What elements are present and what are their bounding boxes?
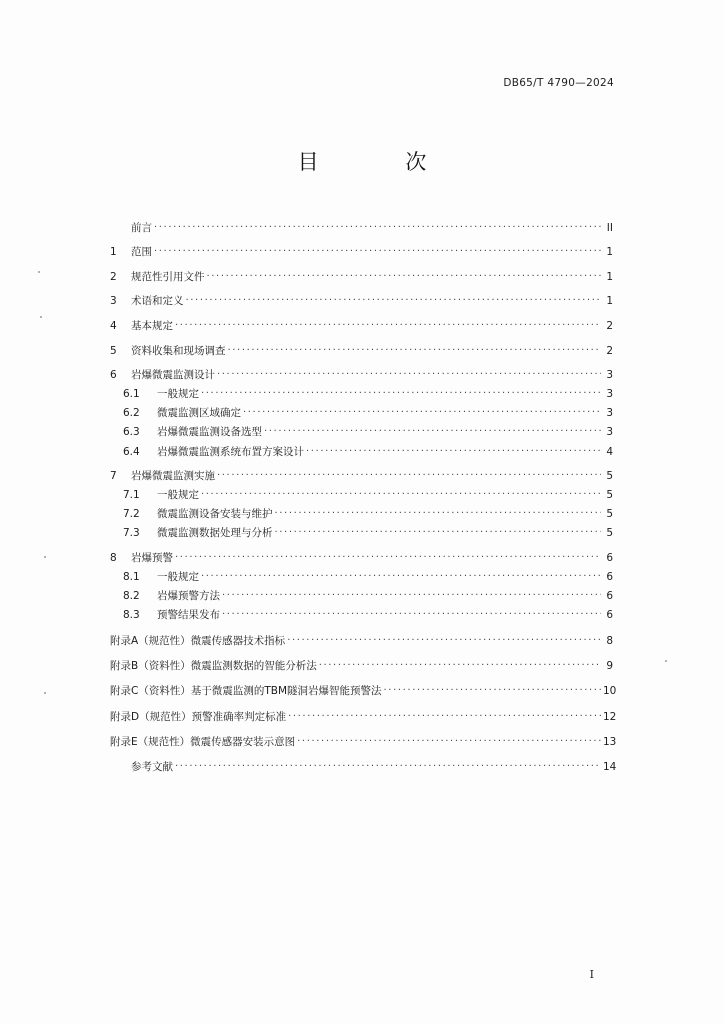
scan-speck (44, 692, 46, 694)
toc-entry[interactable] (110, 284, 613, 309)
toc-subsection-entry[interactable] (110, 382, 613, 401)
toc-entry-label: 参考文献 (131, 760, 173, 773)
toc-dot-leader (186, 294, 602, 308)
toc-entry-label: 岩爆微震监测设备选型 (157, 426, 262, 439)
toc-entry-label: 一般规定 (157, 388, 199, 401)
toc-entry-page: 3 (606, 426, 613, 439)
toc-entry-label: 岩爆预警 (131, 552, 173, 564)
toc-entry-label: 岩爆微震监测系统布置方案设计 (157, 445, 304, 458)
toc-entry-label: 微震监测数据的智能分析法 (190, 660, 317, 673)
toc-subsection-entry[interactable] (110, 401, 613, 420)
toc-dot-leader (243, 406, 601, 420)
toc-entry-page: 9 (606, 660, 613, 673)
toc-entry-page: 3 (606, 388, 613, 401)
toc-entry-label: 规范性引用文件 (131, 270, 205, 283)
toc-appendix-tag: 附录A（规范性） (110, 634, 191, 647)
toc-appendix-tag: 附录D（规范性） (110, 710, 192, 723)
toc-entry-label: 岩爆微震监测实施 (131, 470, 215, 483)
toc-entry[interactable] (110, 358, 613, 383)
toc-appendix-entry[interactable] (110, 724, 617, 749)
toc-dot-leader (175, 760, 601, 774)
toc-dot-leader (275, 526, 602, 540)
toc-entry-page: 6 (606, 590, 613, 603)
toc-dot-leader (222, 608, 601, 622)
scan-speck (40, 316, 42, 318)
toc-entry-label: 预警准确率判定标准 (191, 710, 287, 723)
toc-entry[interactable] (110, 308, 613, 333)
toc-entry-label: 微震监测区域确定 (157, 407, 241, 420)
toc-subsection-entry[interactable] (110, 603, 613, 622)
toc-dot-leader (201, 387, 601, 401)
toc-entry-label: 前言 (131, 221, 152, 234)
toc-entry-number: 8.1 (123, 571, 140, 584)
toc-entry[interactable] (110, 749, 617, 774)
toc-entry-number: 7.1 (123, 489, 140, 502)
toc-entry-page: 14 (603, 760, 617, 773)
toc-entry-label: 基本规定 (131, 319, 173, 332)
toc-dot-leader (207, 270, 602, 284)
toc-dot-leader (222, 589, 601, 603)
toc-entry-page: 4 (606, 445, 613, 458)
toc-entry-page: 12 (603, 710, 617, 723)
toc-entry[interactable] (110, 459, 613, 484)
toc-subsection-entry[interactable] (110, 483, 613, 502)
toc-entry-label: 微震传感器技术指标 (190, 634, 286, 647)
toc-entry-label: 微震监测数据处理与分析 (157, 527, 273, 540)
toc-entry-label: 一般规定 (157, 571, 199, 584)
toc-entry-label: 微震传感器安装示意图 (190, 736, 296, 749)
toc-entry-number: 4 (110, 319, 117, 332)
toc-entry-label: 微震监测设备安装与维护 (157, 508, 273, 521)
toc-appendix-entry[interactable] (110, 622, 613, 647)
toc-entry-page: 10 (603, 685, 617, 698)
toc-appendix-tag: 附录B（资料性） (110, 660, 191, 673)
toc-dot-leader (287, 634, 601, 648)
toc-entry-number: 6 (110, 369, 117, 382)
toc-dot-leader (288, 710, 601, 724)
document-code: DB65/T 4790—2024 (503, 77, 614, 89)
toc-dot-leader (264, 425, 601, 439)
toc-dot-leader (154, 245, 601, 259)
toc-dot-leader (384, 684, 601, 698)
scan-speck (38, 271, 40, 273)
toc-entry-label: 范围 (131, 246, 152, 259)
toc-entry-page: 5 (606, 489, 613, 502)
toc-entry-number: 3 (110, 295, 117, 308)
toc-entry-number: 7 (110, 470, 117, 483)
toc-entry-label: 资料收集和现场调查 (131, 344, 226, 357)
toc-dot-leader (217, 368, 601, 382)
toc-entry-page: 1 (606, 295, 613, 308)
toc-title: 目 次 (297, 150, 467, 174)
toc-subsection-entry[interactable] (110, 584, 613, 603)
toc-appendix-entry[interactable] (110, 648, 613, 673)
toc-entry-page: 1 (606, 246, 613, 259)
toc-entry-page: 1 (606, 270, 613, 283)
toc-entry-page: 6 (606, 609, 613, 622)
toc-entry-page: 8 (606, 634, 613, 647)
toc-dot-leader (275, 507, 602, 521)
scan-speck (44, 556, 46, 558)
toc-entry-number: 6.1 (123, 388, 140, 401)
toc-entry-number: 5 (110, 344, 117, 357)
toc-subsection-entry[interactable] (110, 565, 613, 584)
toc-entry-page: 5 (606, 508, 613, 521)
page-number: I (589, 968, 594, 981)
toc-entry-page: 13 (603, 736, 617, 749)
toc-appendix-entry[interactable] (110, 698, 617, 723)
toc-entry-page: 2 (606, 344, 613, 357)
toc-dot-leader (217, 469, 601, 483)
toc-dot-leader (306, 445, 601, 459)
toc-dot-leader (175, 319, 601, 333)
toc-entry[interactable] (110, 210, 613, 235)
toc-dot-leader (201, 570, 601, 584)
toc-entry-label: 术语和定义 (131, 295, 184, 308)
toc-dot-leader (175, 551, 601, 565)
toc-entry[interactable] (110, 235, 613, 260)
scan-speck (665, 660, 667, 662)
toc-entry-page: 3 (606, 369, 613, 382)
toc-entry-number: 6.3 (123, 426, 140, 439)
toc-entry-page: 6 (606, 571, 613, 584)
toc-entry-label: 一般规定 (157, 489, 199, 502)
toc-entry-number: 7.2 (123, 508, 140, 521)
toc-entry-page: 2 (606, 319, 613, 332)
toc-entry-page: 5 (606, 527, 613, 540)
toc-entry-label: 岩爆预警方法 (157, 590, 220, 603)
toc-entry-number: 8.2 (123, 590, 140, 603)
toc-dot-leader (297, 735, 601, 749)
toc-dot-leader (319, 659, 601, 673)
toc-entry-number: 7.3 (123, 527, 140, 540)
toc-appendix-tag: 附录C（资料性） (110, 685, 191, 698)
toc-entry-number: 8.3 (123, 609, 140, 622)
toc-entry-page: II (606, 221, 613, 234)
toc-entry-number: 1 (110, 246, 117, 259)
toc-entry-number: 2 (110, 270, 117, 283)
toc-appendix-entry[interactable] (110, 673, 617, 698)
toc-entry-number: 6.2 (123, 407, 140, 420)
toc-entry-label: 岩爆微震监测设计 (131, 369, 215, 382)
toc-appendix-tag: 附录E（规范性） (110, 736, 191, 749)
toc-dot-leader (228, 344, 602, 358)
toc-entry-label: 预警结果发布 (157, 609, 220, 622)
toc-subsection-entry[interactable] (110, 521, 613, 540)
toc-entry-number: 8 (110, 552, 117, 564)
toc-subsection-entry[interactable] (110, 439, 613, 458)
toc-entry-number: 6.4 (123, 445, 140, 458)
toc-entry[interactable] (110, 259, 613, 284)
toc-dot-leader (201, 488, 601, 502)
toc-entry-page: 3 (606, 407, 613, 420)
toc-entry-page: 5 (606, 470, 613, 483)
toc-entry[interactable] (110, 540, 613, 565)
toc-entry[interactable] (110, 333, 613, 358)
toc-entry-label: 基于微震监测的TBM隧洞岩爆智能预警法 (190, 685, 382, 698)
toc-subsection-entry[interactable] (110, 502, 613, 521)
table-of-contents (110, 210, 617, 774)
toc-entry-page: 6 (606, 552, 613, 564)
toc-dot-leader (154, 221, 601, 235)
toc-subsection-entry[interactable] (110, 420, 613, 439)
